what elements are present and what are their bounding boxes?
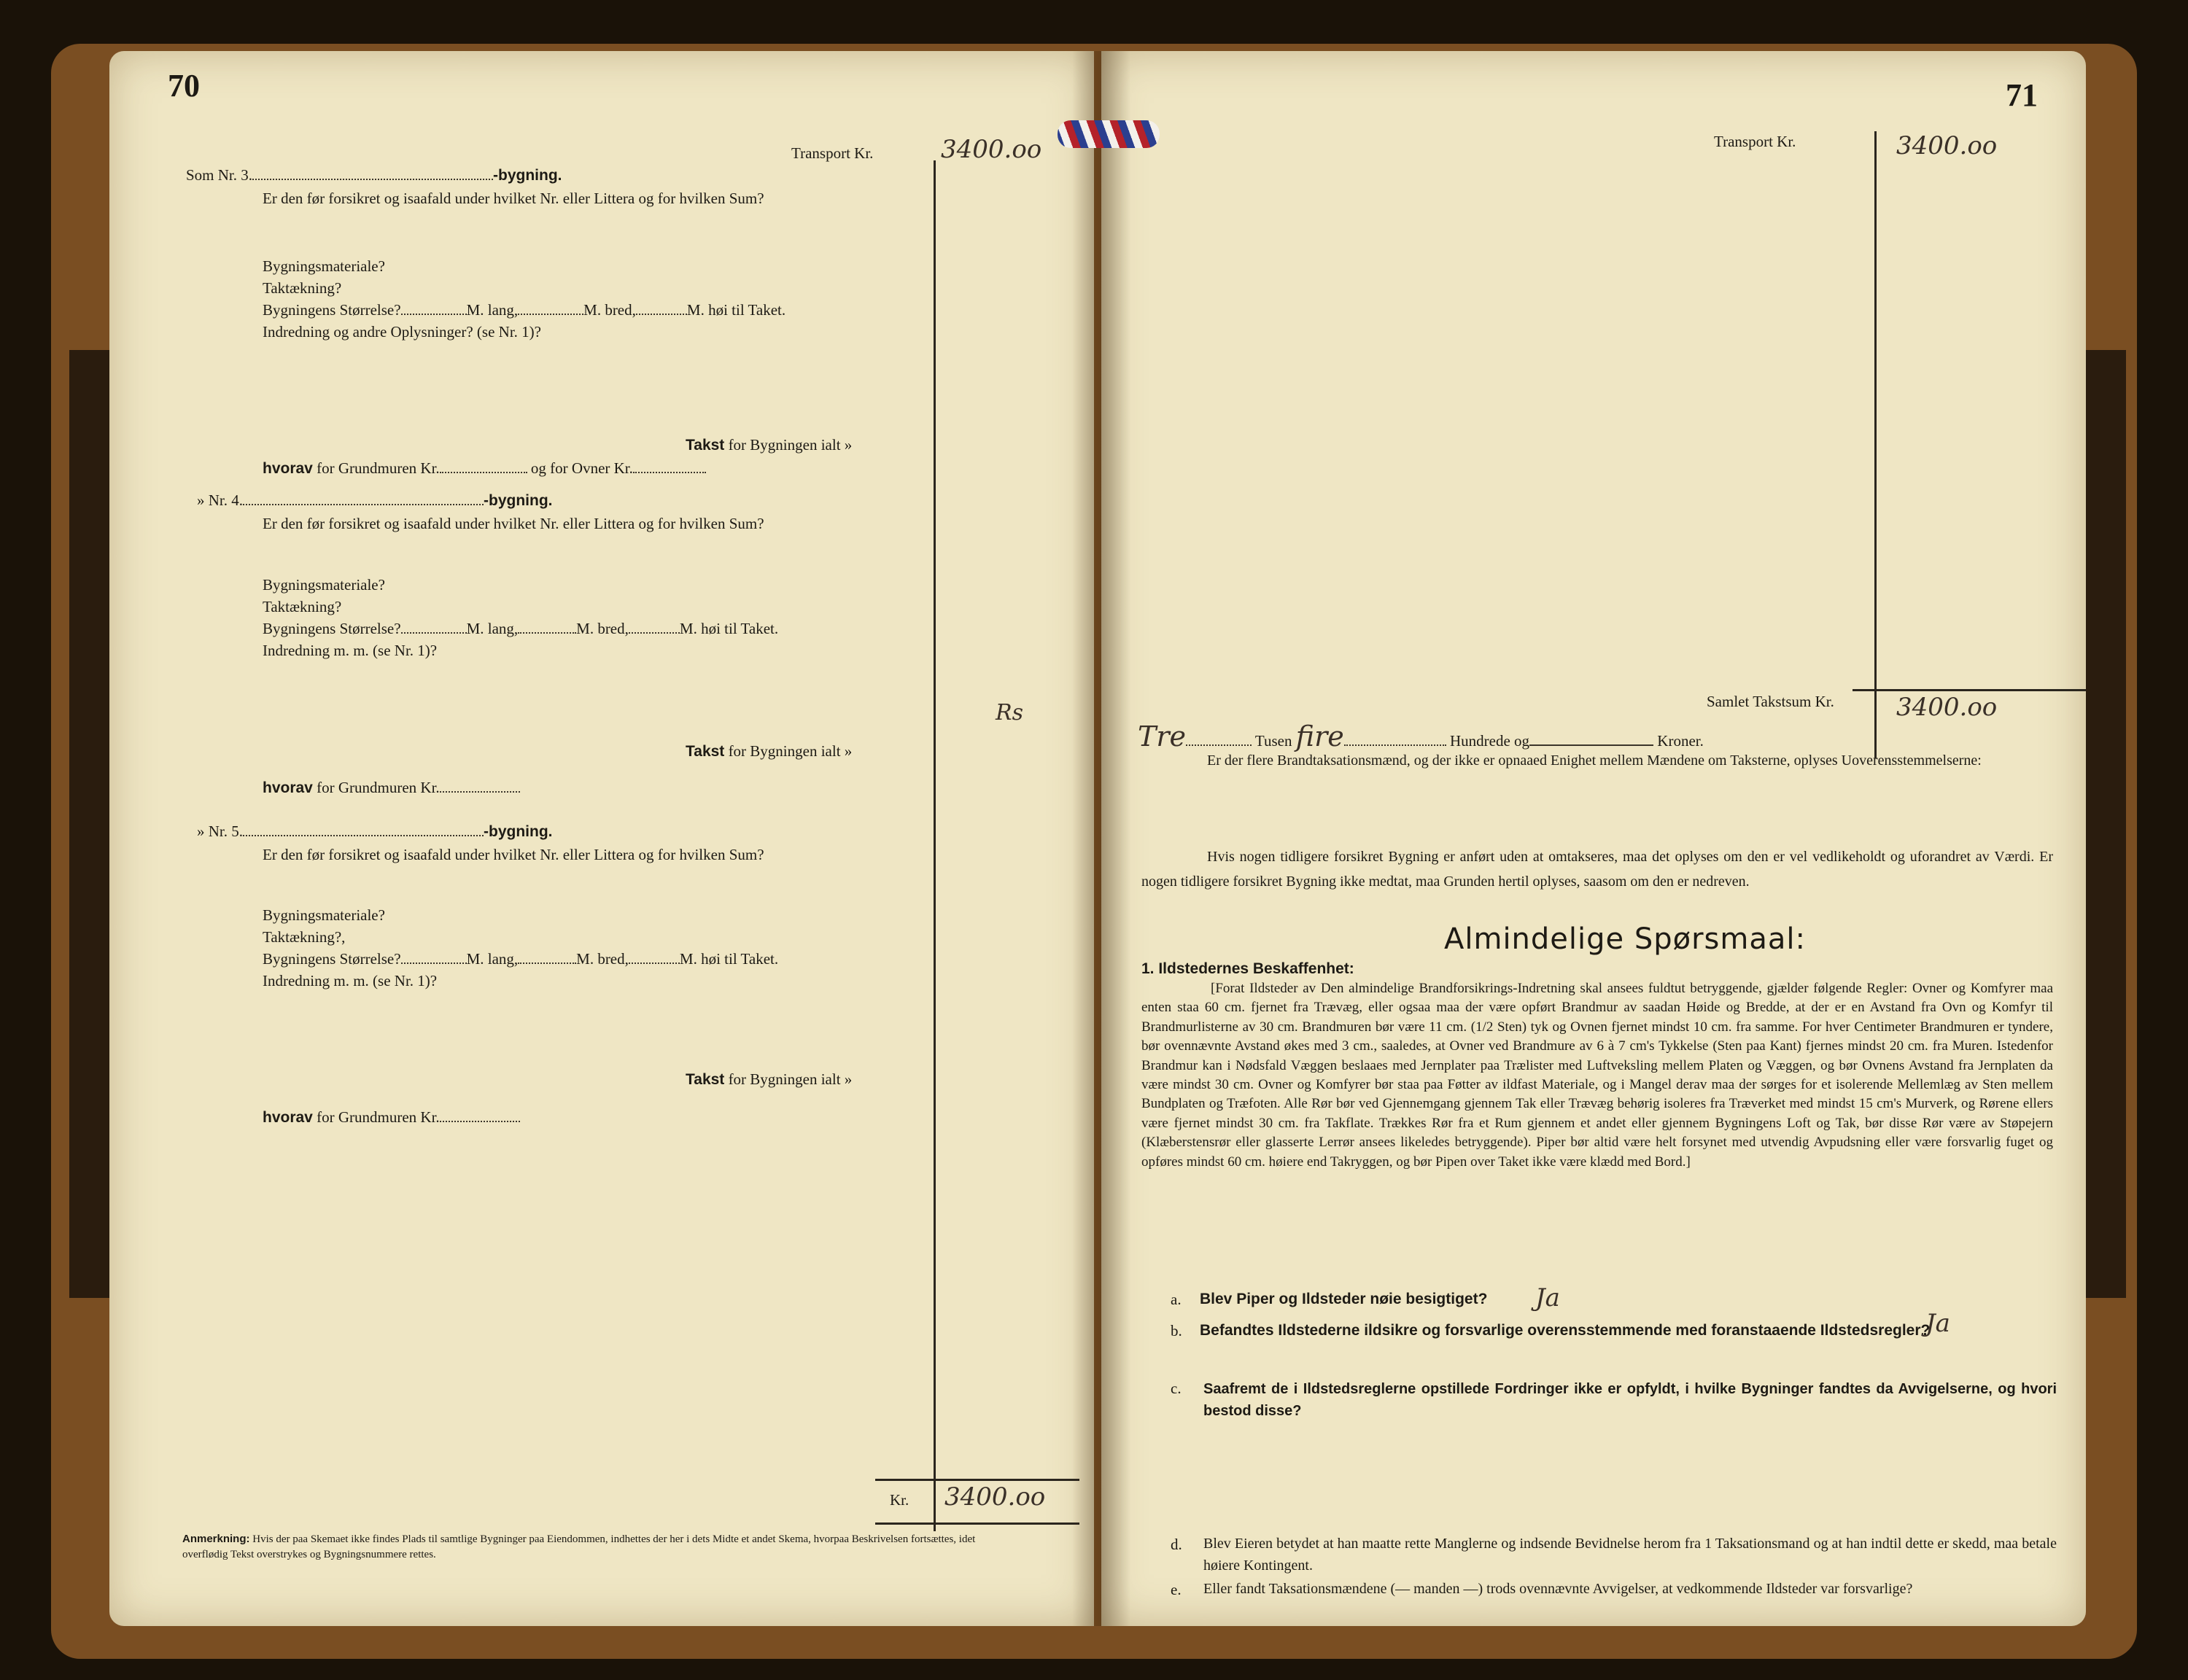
qa-answer: Ja: [1535, 1283, 1560, 1312]
qb-text: Befandtes Ildstederne ildsikre og forsvarlige overensstemmende med foranstaaende Ildstedsregler?: [1200, 1322, 1931, 1339]
nr5-taekning: Taktækning?,: [263, 928, 346, 946]
nr4-hvorav-row: hvorav for Grundmuren Kr.: [263, 779, 520, 797]
qa-letter: a.: [1171, 1291, 1182, 1308]
anmerkning-note: Anmerkning: Hvis der paa Skemaet ikke findes Plads til samtlige Bygninger paa Eiendommen, indhettes der her i dets Midte et andet Skema, hvorpaa Beskrivelsen fortsættes, idet overflødig Tekst overstrykes og Bygningsnummere rettes.: [182, 1533, 976, 1560]
nr4-materiale: Bygningsmateriale?: [263, 576, 385, 594]
q1-rules: [Forat Ildsteder av Den almindelige Brandforsikrings-Indretning skal ansees fuldtut betryggende, gjælder følgende Regler: Ovner og Komfyrer maa enten staa 60 cm. fjernet fra Trævæg, eller ogsaa maa der være opført Brandmur av saadan Høide og Bredde, at der er en Avstand fra Ovn og Komfyr til Brandmurlisterne av 30 cm. Brandmuren bør være 11 cm. (1/2 Sten) tyk og Ovnen fjernet mindst 10 cm. fra samme. For hver Centimeter Brandmuren er tyndere, bør ovennævnte Avstand økes med 3 cm., saaledes, at Ovner ved Brandmure av 6 à 7 cm's Tykkelse (Sten paa Kant) fjernes mindst 20 cm. fra Muren. Istedenfor Brandmur kan i Nødsfald Væggen beslaaes med Jernplater paa Trælister med Luftveksling mellem Platen og Væggen, og bør Ovnens Avstand fra Jernplaten da være mindst 30 cm. Ovner og Komfyrer bør staa paa Føtter av ildfast Materiale, og i Mangel derav maa der sørges for et isolerende Mellemlæg av Sten mellem Bundplaten og Træfoten. Alle Rør bør ved Gjennemgang gjennem Tak eller Trævæg behørig isoleres fra Træverket med mindst 15 cm's Murverk, og Rørene ellers være fjernet mindst 30 cm. fra Takflate. Trækkes Rør fra et Rum gjennem et andet eller gjennem Bygningens Loft og Tak, bør disse Rør være av Støpejern (Klæberstensrør eller glasserte Lerrør ansees likeledes betryggende). Piper bør altid være helt forsynet med utvendig Avpudsning eller være forsvarlig fuget og opføres mindst 60 cm. høiere end Takryggen, og bør Pipen over Taket ikke være klædd med Bord.]: [1141, 981, 2053, 1170]
tusen-hw: Tre: [1138, 720, 1186, 752]
amount-column-line: [934, 160, 936, 1531]
qc-text: Saafremt de i Ildstedsreglerne opstillede Fordringer ikke er opfyldt, i hvilke Bygninger fandtes da Avvigelserne, og hvori bestod disse?: [1203, 1381, 2057, 1419]
q1-label: 1. Ildstedernes Beskaffenhet:: [1141, 960, 1354, 977]
total-kr-label: Kr.: [890, 1491, 909, 1509]
hundrede-hw: fire: [1295, 720, 1344, 752]
total-top-line: [875, 1479, 1079, 1481]
nr5-row: » Nr. 5. -bygning.: [197, 822, 553, 840]
nr3-row: Som Nr. 3. -bygning.: [186, 166, 562, 184]
nr3-takst-row: Takst for Bygningen ialt »: [686, 436, 853, 454]
right-page-edge: [2086, 350, 2126, 1298]
scribble-mark: Rs: [996, 700, 1023, 726]
qc-letter: c.: [1171, 1380, 1182, 1397]
qd-letter: d.: [1171, 1536, 1182, 1553]
binding-cord: [1058, 120, 1160, 148]
samlet-value: 3400.oo: [1896, 693, 1998, 722]
page-number-right: 71: [2006, 77, 2038, 113]
hvis-text: Hvis nogen tidligere forsikret Bygning er anført uden at omtakseres, maa det oplyses om den er vel vedlikeholdt og uforandret av Værdi. Er nogen tidligere forsikret Bygning ikke medtat, maa Grunden hertil oplyses, saasom om den er nedreven.: [1141, 849, 2053, 890]
samlet-label: Samlet Takstsum Kr.: [1707, 693, 1834, 710]
nr3-forsikret-question: Er den før forsikret og isaafald under hvilket Nr. eller Littera og for hvilken Sum?: [263, 190, 764, 207]
qb-answer: Ja: [1925, 1309, 1950, 1338]
flere-text: Er der flere Brandtaksationsmænd, og der ikke er opnaaed Enighet mellem Mændene om Taksterne, oplyses Uoverensstemmelserne:: [1207, 752, 1982, 769]
page-number-left: 70: [168, 68, 200, 104]
right-page: [1101, 51, 2086, 1626]
qa-text: Blev Piper og Ildsteder nøie besigtiget?: [1200, 1291, 1488, 1307]
left-page-edge: [69, 350, 109, 1298]
transport-value-left: 3400.oo: [941, 135, 1042, 164]
nr5-indredning: Indredning m. m. (se Nr. 1)?: [263, 972, 438, 989]
nr5-storrelse: Bygningens Størrelse? M. lang, M. bred, M. høi til Taket.: [263, 950, 779, 968]
nr3-storrelse: Bygningens Størrelse? M. lang, M. bred, M. høi til Taket.: [263, 301, 786, 319]
qd-text: Blev Eieren betydet at han maatte rette Manglerne og indsende Bevidnelse herom fra 1 Taksationsmand og at han indtil dette er skedd, maa betale høiere Kontingent.: [1203, 1536, 2057, 1574]
nr4-storrelse: Bygningens Størrelse? M. lang, M. bred, M. høi til Taket.: [263, 620, 779, 637]
nr3-indredning: Indredning og andre Oplysninger? (se Nr. 1)?: [263, 323, 541, 341]
transport-value-right: 3400.oo: [1896, 131, 1998, 160]
nr3-materiale: Bygningsmateriale?: [263, 257, 385, 275]
nr3-taekning: Taktækning?: [263, 279, 342, 297]
book-gutter: [1072, 51, 1130, 1626]
qe-letter: e.: [1171, 1581, 1182, 1598]
total-bottom-line: [875, 1522, 1079, 1525]
total-kr-value: 3400.oo: [944, 1482, 1046, 1512]
nr4-indredning: Indredning m. m. (se Nr. 1)?: [263, 642, 438, 659]
nr4-takst-row: Takst for Bygningen ialt »: [686, 742, 853, 760]
qe-text: Eller fandt Taksationsmændene (— manden —) trods ovennævnte Avvigelser, at vedkommende Ildsteder var forsvarlige?: [1203, 1581, 1913, 1597]
nr4-forsikret-question: Er den før forsikret og isaafald under hvilket Nr. eller Littera og for hvilken Sum?: [263, 515, 764, 532]
nr3-hvorav-row: hvorav for Grundmuren Kr. og for Ovner Kr.: [263, 459, 706, 478]
nr5-materiale: Bygningsmateriale?: [263, 906, 385, 924]
amount-in-words: Tre Tusen fire Hundrede og Kroner.: [1138, 720, 1704, 752]
almindelige-heading: Almindelige Spørsmaal:: [1444, 922, 1806, 956]
nr4-row: » Nr. 4. -bygning.: [197, 491, 553, 509]
samlet-line: [1853, 689, 2086, 691]
nr5-takst-row: Takst for Bygningen ialt »: [686, 1070, 853, 1088]
nr5-forsikret-question: Er den før forsikret og isaafald under hvilket Nr. eller Littera og for hvilken Sum?: [263, 846, 764, 863]
transport-label-right: Transport Kr.: [1714, 133, 1796, 150]
nr5-hvorav-row: hvorav for Grundmuren Kr.: [263, 1108, 520, 1127]
qb-letter: b.: [1171, 1322, 1182, 1339]
left-page: [109, 51, 1094, 1626]
right-amount-column-line: [1874, 131, 1877, 758]
nr4-taekning: Taktækning?: [263, 598, 342, 615]
transport-label-left: Transport Kr.: [791, 144, 874, 162]
